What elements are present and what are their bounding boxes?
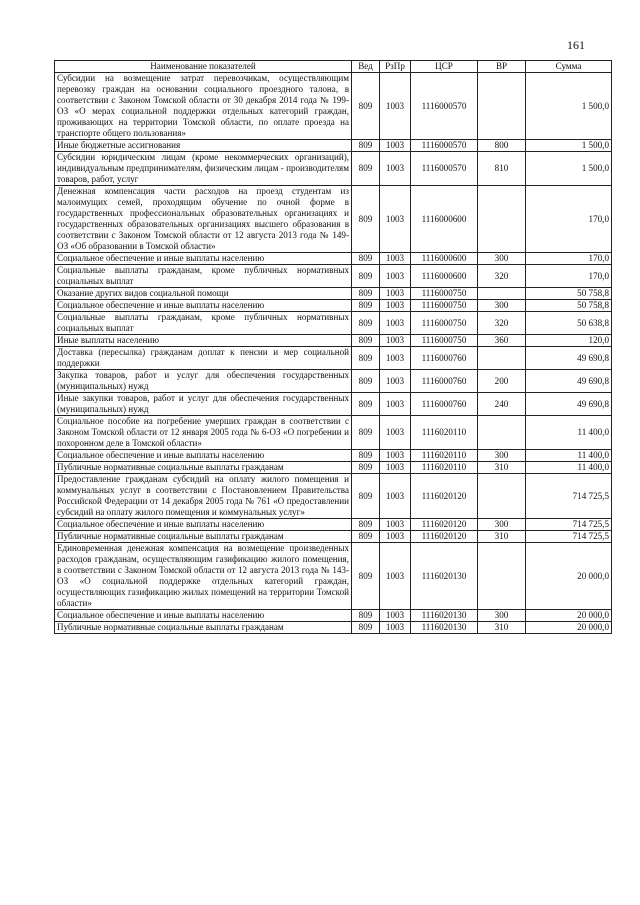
cell-csr: 1116000760 (411, 347, 478, 370)
cell-ved: 809 (352, 610, 380, 622)
cell-rzpr: 1003 (380, 531, 411, 543)
cell-ved: 809 (352, 450, 380, 462)
cell-name: Денежная компенсация части расходов на проезд студентам из малоимущих семей, проходящим обучение по очной форме в государственных профессиональных образовательных организациях и государственных образовательных организациях высшего образования в соответствии с Законом Томской области от 12 августа 2013 года № 149-ОЗ «Об образовании в Томской области» (55, 186, 352, 253)
cell-sum: 50 758,8 (526, 300, 612, 312)
cell-ved: 809 (352, 186, 380, 253)
cell-csr: 1116020120 (411, 519, 478, 531)
table-row (55, 474, 612, 519)
cell-name: Закупка товаров, работ и услуг для обеспечения государственных (муниципальных) нужд (55, 370, 352, 393)
table-row (55, 265, 612, 288)
cell-vr: 300 (478, 610, 526, 622)
cell-sum: 20 000,0 (526, 610, 612, 622)
cell-vr (478, 186, 526, 253)
cell-rzpr: 1003 (380, 347, 411, 370)
cell-rzpr: 1003 (380, 265, 411, 288)
cell-ved: 809 (352, 416, 380, 450)
cell-csr: 1116000750 (411, 300, 478, 312)
cell-csr: 1116000750 (411, 288, 478, 300)
table-row (55, 73, 612, 140)
cell-csr: 1116000600 (411, 253, 478, 265)
cell-csr: 1116020130 (411, 610, 478, 622)
cell-rzpr: 1003 (380, 416, 411, 450)
cell-ved: 809 (352, 393, 380, 416)
cell-name: Социальное обеспечение и иные выплаты населению (55, 300, 352, 312)
cell-csr: 1116000760 (411, 370, 478, 393)
header-sum: Сумма (526, 61, 612, 73)
table-row (55, 393, 612, 416)
cell-csr: 1116020120 (411, 474, 478, 519)
cell-name: Доставка (пересылка) гражданам доплат к пенсии и мер социальной поддержки (55, 347, 352, 370)
cell-name: Иные закупки товаров, работ и услуг для обеспечения государственных (муниципальных) нужд (55, 393, 352, 416)
cell-sum: 20 000,0 (526, 543, 612, 610)
cell-name: Публичные нормативные социальные выплаты гражданам (55, 622, 352, 634)
cell-csr: 1116000600 (411, 265, 478, 288)
cell-csr: 1116020130 (411, 543, 478, 610)
cell-sum: 49 690,8 (526, 393, 612, 416)
cell-ved: 809 (352, 543, 380, 610)
cell-csr: 1116000570 (411, 73, 478, 140)
cell-csr: 1116000750 (411, 312, 478, 335)
cell-rzpr: 1003 (380, 335, 411, 347)
cell-rzpr: 1003 (380, 622, 411, 634)
cell-sum: 714 725,5 (526, 474, 612, 519)
cell-csr: 1116020110 (411, 462, 478, 474)
cell-vr: 200 (478, 370, 526, 393)
cell-vr (478, 416, 526, 450)
cell-name: Иные бюджетные ассигнования (55, 140, 352, 152)
cell-ved: 809 (352, 288, 380, 300)
cell-ved: 809 (352, 474, 380, 519)
cell-ved: 809 (352, 622, 380, 634)
cell-vr: 320 (478, 265, 526, 288)
cell-ved: 809 (352, 253, 380, 265)
cell-csr: 1116020110 (411, 416, 478, 450)
cell-ved: 809 (352, 300, 380, 312)
header-vr: ВР (478, 61, 526, 73)
table-row (55, 253, 612, 265)
cell-sum: 170,0 (526, 265, 612, 288)
cell-csr: 1116000570 (411, 140, 478, 152)
cell-csr: 1116000750 (411, 335, 478, 347)
cell-vr (478, 543, 526, 610)
cell-rzpr: 1003 (380, 543, 411, 610)
cell-rzpr: 1003 (380, 370, 411, 393)
table-row (55, 519, 612, 531)
cell-vr: 300 (478, 450, 526, 462)
cell-ved: 809 (352, 152, 380, 186)
cell-sum: 49 690,8 (526, 370, 612, 393)
cell-sum: 11 400,0 (526, 462, 612, 474)
cell-vr: 800 (478, 140, 526, 152)
cell-csr: 1116000760 (411, 393, 478, 416)
cell-sum: 120,0 (526, 335, 612, 347)
cell-rzpr: 1003 (380, 152, 411, 186)
cell-rzpr: 1003 (380, 312, 411, 335)
cell-csr: 1116020120 (411, 531, 478, 543)
table-row (55, 335, 612, 347)
cell-rzpr: 1003 (380, 140, 411, 152)
cell-name: Единовременная денежная компенсация на возмещение произведенных расходов гражданам, осуществляющим газификацию жилого помещения, в соответствии с Законом Томской области от 12 августа 2013 года № 143-ОЗ «О социальной поддержке отдельных категорий граждан, осуществляющих газификацию жилых помещений на территории Томской области» (55, 543, 352, 610)
cell-sum: 1 500,0 (526, 152, 612, 186)
table-row (55, 531, 612, 543)
cell-sum: 170,0 (526, 253, 612, 265)
table-row (55, 450, 612, 462)
cell-rzpr: 1003 (380, 186, 411, 253)
cell-name: Социальное обеспечение и иные выплаты населению (55, 450, 352, 462)
cell-name: Социальное обеспечение и иные выплаты населению (55, 610, 352, 622)
cell-rzpr: 1003 (380, 519, 411, 531)
table-row (55, 462, 612, 474)
cell-rzpr: 1003 (380, 253, 411, 265)
cell-rzpr: 1003 (380, 73, 411, 140)
cell-sum: 714 725,5 (526, 519, 612, 531)
cell-rzpr: 1003 (380, 450, 411, 462)
cell-sum: 49 690,8 (526, 347, 612, 370)
cell-sum: 1 500,0 (526, 140, 612, 152)
cell-sum: 50 758,8 (526, 288, 612, 300)
cell-csr: 1116020110 (411, 450, 478, 462)
cell-sum: 20 000,0 (526, 622, 612, 634)
cell-vr: 360 (478, 335, 526, 347)
cell-ved: 809 (352, 531, 380, 543)
cell-ved: 809 (352, 347, 380, 370)
table-row (55, 347, 612, 370)
cell-vr: 810 (478, 152, 526, 186)
table-row (55, 300, 612, 312)
cell-sum: 11 400,0 (526, 416, 612, 450)
cell-name: Публичные нормативные социальные выплаты гражданам (55, 531, 352, 543)
table-row (55, 312, 612, 335)
cell-rzpr: 1003 (380, 474, 411, 519)
cell-csr: 1116020130 (411, 622, 478, 634)
cell-vr (478, 347, 526, 370)
header-csr: ЦСР (411, 61, 478, 73)
cell-sum: 11 400,0 (526, 450, 612, 462)
cell-vr (478, 73, 526, 140)
table-row (55, 610, 612, 622)
header-ved: Вед (352, 61, 380, 73)
cell-vr: 240 (478, 393, 526, 416)
cell-vr: 300 (478, 300, 526, 312)
cell-name: Иные выплаты населению (55, 335, 352, 347)
cell-vr: 320 (478, 312, 526, 335)
cell-ved: 809 (352, 519, 380, 531)
cell-name: Социальное обеспечение и иные выплаты населению (55, 519, 352, 531)
cell-ved: 809 (352, 265, 380, 288)
cell-rzpr: 1003 (380, 393, 411, 416)
cell-name: Социальные выплаты гражданам, кроме публичных нормативных социальных выплат (55, 265, 352, 288)
cell-rzpr: 1003 (380, 462, 411, 474)
cell-vr: 300 (478, 253, 526, 265)
cell-vr: 300 (478, 519, 526, 531)
cell-sum: 170,0 (526, 186, 612, 253)
cell-vr: 310 (478, 531, 526, 543)
page-number: 161 (567, 38, 585, 52)
cell-ved: 809 (352, 312, 380, 335)
table-row (55, 543, 612, 610)
cell-ved: 809 (352, 370, 380, 393)
cell-csr: 1116000600 (411, 186, 478, 253)
cell-name: Субсидии юридическим лицам (кроме некоммерческих организаций), индивидуальным предпринимателям, физическим лицам - производителям товаров, работ, услуг (55, 152, 352, 186)
table-row (55, 370, 612, 393)
cell-name: Социальное пособие на погребение умерших граждан в соответствии с Законом Томской области от 12 января 2005 года № 6-ОЗ «О погребении и похоронном деле в Томской области» (55, 416, 352, 450)
table-row (55, 288, 612, 300)
table-row (55, 140, 612, 152)
cell-name: Предоставление гражданам субсидий на оплату жилого помещения и коммунальных услуг в соответствии с Постановлением Правительства Российской Федерации от 14 декабря 2005 года № 761 «О предоставлении субсидий на оплату жилого помещения и коммунальных услуг» (55, 474, 352, 519)
cell-vr (478, 288, 526, 300)
cell-vr: 310 (478, 462, 526, 474)
table-row (55, 186, 612, 253)
cell-vr: 310 (478, 622, 526, 634)
table-row (55, 416, 612, 450)
cell-vr (478, 474, 526, 519)
cell-name: Субсидии на возмещение затрат перевозчикам, осуществляющим перевозку граждан на основании социального проездного талона, в соответствии с Законом Томской области от 30 декабря 2014 года № 199-ОЗ «О мерах социальной поддержки отдельных категорий граждан, проживающих на территории Томской области, по оплате проезда на транспорте общего пользования» (55, 73, 352, 140)
header-rzpr: РзПр (380, 61, 411, 73)
cell-csr: 1116000570 (411, 152, 478, 186)
cell-name: Публичные нормативные социальные выплаты гражданам (55, 462, 352, 474)
table-header-row (55, 61, 612, 73)
cell-sum: 1 500,0 (526, 73, 612, 140)
cell-ved: 809 (352, 462, 380, 474)
budget-table (54, 60, 612, 634)
table-body (55, 73, 612, 634)
cell-sum: 714 725,5 (526, 531, 612, 543)
cell-name: Социальные выплаты гражданам, кроме публичных нормативных социальных выплат (55, 312, 352, 335)
table-row (55, 622, 612, 634)
cell-ved: 809 (352, 335, 380, 347)
cell-name: Социальное обеспечение и иные выплаты населению (55, 253, 352, 265)
table-row (55, 152, 612, 186)
cell-ved: 809 (352, 140, 380, 152)
cell-rzpr: 1003 (380, 288, 411, 300)
cell-name: Оказание других видов социальной помощи (55, 288, 352, 300)
header-name: Наименование показателей (55, 61, 352, 73)
cell-rzpr: 1003 (380, 610, 411, 622)
cell-sum: 50 638,8 (526, 312, 612, 335)
cell-ved: 809 (352, 73, 380, 140)
cell-rzpr: 1003 (380, 300, 411, 312)
